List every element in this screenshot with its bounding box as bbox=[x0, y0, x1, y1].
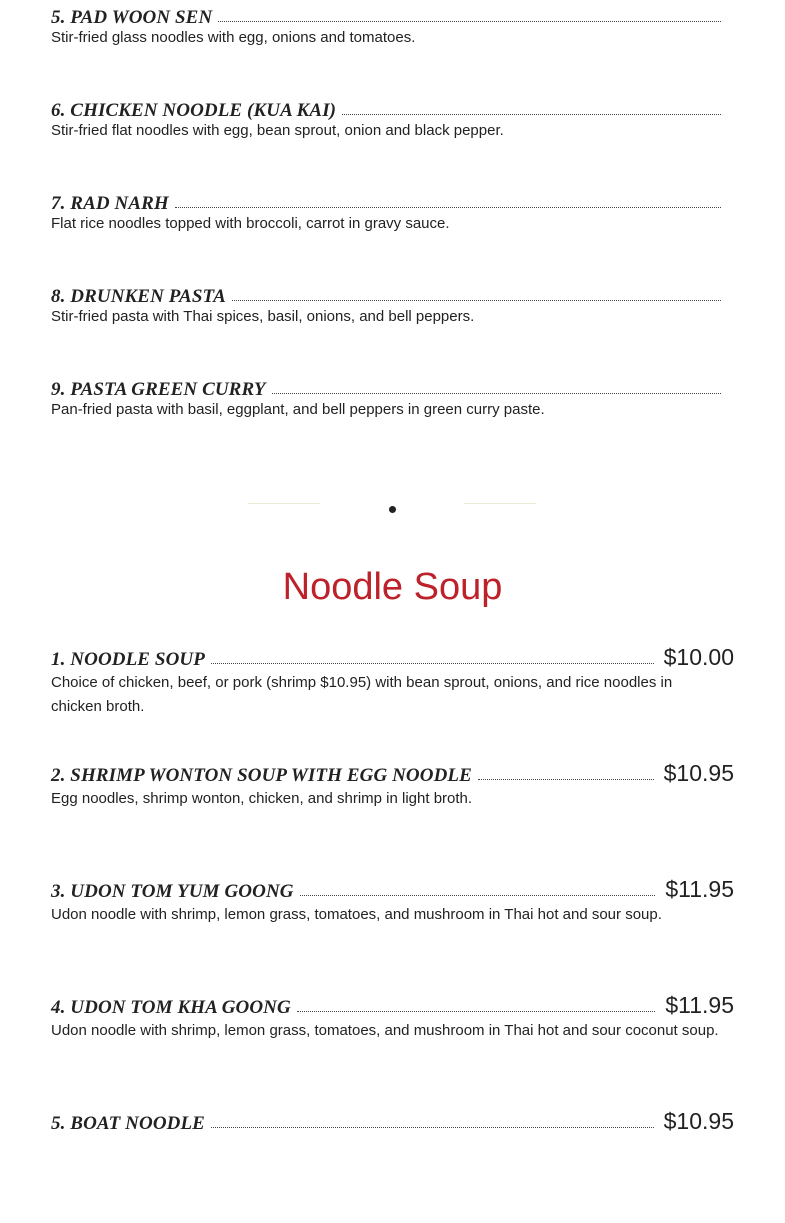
section-divider bbox=[0, 500, 785, 520]
menu-item bbox=[51, 1107, 734, 1223]
menu-item-name: 9. PASTA GREEN CURRY bbox=[51, 379, 266, 400]
dotted-leader bbox=[232, 300, 721, 301]
menu-item-header bbox=[51, 1107, 734, 1135]
menu-item-description: Flat rice noodles topped with broccoli, carrot in gravy sauce. bbox=[51, 215, 450, 232]
menu-item bbox=[51, 99, 721, 192]
menu-item-name: 8. DRUNKEN PASTA bbox=[51, 286, 226, 307]
divider-line-right bbox=[464, 503, 536, 504]
noodle-menu-list bbox=[51, 6, 721, 471]
dotted-leader bbox=[218, 21, 721, 22]
menu-item-description: Stir-fried flat noodles with egg, bean sprout, onion and black pepper. bbox=[51, 122, 504, 139]
menu-item bbox=[51, 759, 734, 875]
menu-item bbox=[51, 991, 734, 1107]
dotted-leader bbox=[478, 779, 654, 780]
divider-line-left bbox=[248, 503, 320, 504]
menu-item-header bbox=[51, 991, 734, 1019]
menu-item-header bbox=[51, 759, 734, 787]
menu-item-description: Stir-fried pasta with Thai spices, basil, onions, and bell peppers. bbox=[51, 308, 475, 325]
section-title: Noodle Soup bbox=[282, 566, 503, 608]
menu-item bbox=[51, 643, 734, 759]
menu-item-description: Udon noodle with shrimp, lemon grass, tomatoes, and mushroom in Thai hot and sour soup. bbox=[51, 906, 662, 923]
noodle-soup-list bbox=[51, 643, 734, 1223]
menu-item-price: $10.95 bbox=[663, 1108, 734, 1134]
menu-item-name: 5. BOAT NOODLE bbox=[51, 1113, 205, 1134]
menu-item-description: Choice of chicken, beef, or pork (shrimp $10.95) with bean sprout, onions, and rice noodles in chicken broth. bbox=[51, 674, 673, 715]
menu-item-header bbox=[51, 875, 734, 903]
menu-item-description: Udon noodle with shrimp, lemon grass, tomatoes, and mushroom in Thai hot and sour coconut soup. bbox=[51, 1022, 719, 1039]
menu-item-description: Stir-fried glass noodles with egg, onions and tomatoes. bbox=[51, 29, 416, 46]
menu-item-name: 7. RAD NARH bbox=[51, 193, 169, 214]
dotted-leader bbox=[211, 663, 654, 664]
dotted-leader bbox=[211, 1127, 654, 1128]
dotted-leader bbox=[175, 207, 721, 208]
menu-item-name: 3. UDON TOM YUM GOONG bbox=[51, 881, 294, 902]
dotted-leader bbox=[342, 114, 721, 115]
menu-item-name: 1. NOODLE SOUP bbox=[51, 649, 205, 670]
dotted-leader bbox=[297, 1011, 656, 1012]
menu-item-header bbox=[51, 643, 734, 671]
menu-item bbox=[51, 285, 721, 378]
menu-item bbox=[51, 875, 734, 991]
menu-item bbox=[51, 378, 721, 471]
menu-item-price: $11.95 bbox=[665, 992, 734, 1018]
menu-item-name: 6. CHICKEN NOODLE (KUA KAI) bbox=[51, 100, 337, 121]
menu-item-price: $10.95 bbox=[663, 760, 734, 786]
menu-item-price: $11.95 bbox=[665, 876, 734, 902]
dotted-leader bbox=[300, 895, 656, 896]
divider-dot-icon bbox=[389, 506, 396, 513]
menu-item-price: $10.00 bbox=[663, 644, 734, 670]
menu-item-description: Egg noodles, shrimp wonton, chicken, and shrimp in light broth. bbox=[51, 790, 473, 807]
menu-item bbox=[51, 6, 721, 99]
menu-item-name: 5. PAD WOON SEN bbox=[51, 7, 213, 28]
menu-item-name: 4. UDON TOM KHA GOONG bbox=[51, 997, 291, 1018]
menu-item bbox=[51, 192, 721, 285]
dotted-leader bbox=[272, 393, 721, 394]
menu-item-description: Pan-fried pasta with basil, eggplant, and bell peppers in green curry paste. bbox=[51, 401, 545, 418]
menu-item-name: 2. SHRIMP WONTON SOUP WITH EGG NOODLE bbox=[51, 765, 472, 786]
